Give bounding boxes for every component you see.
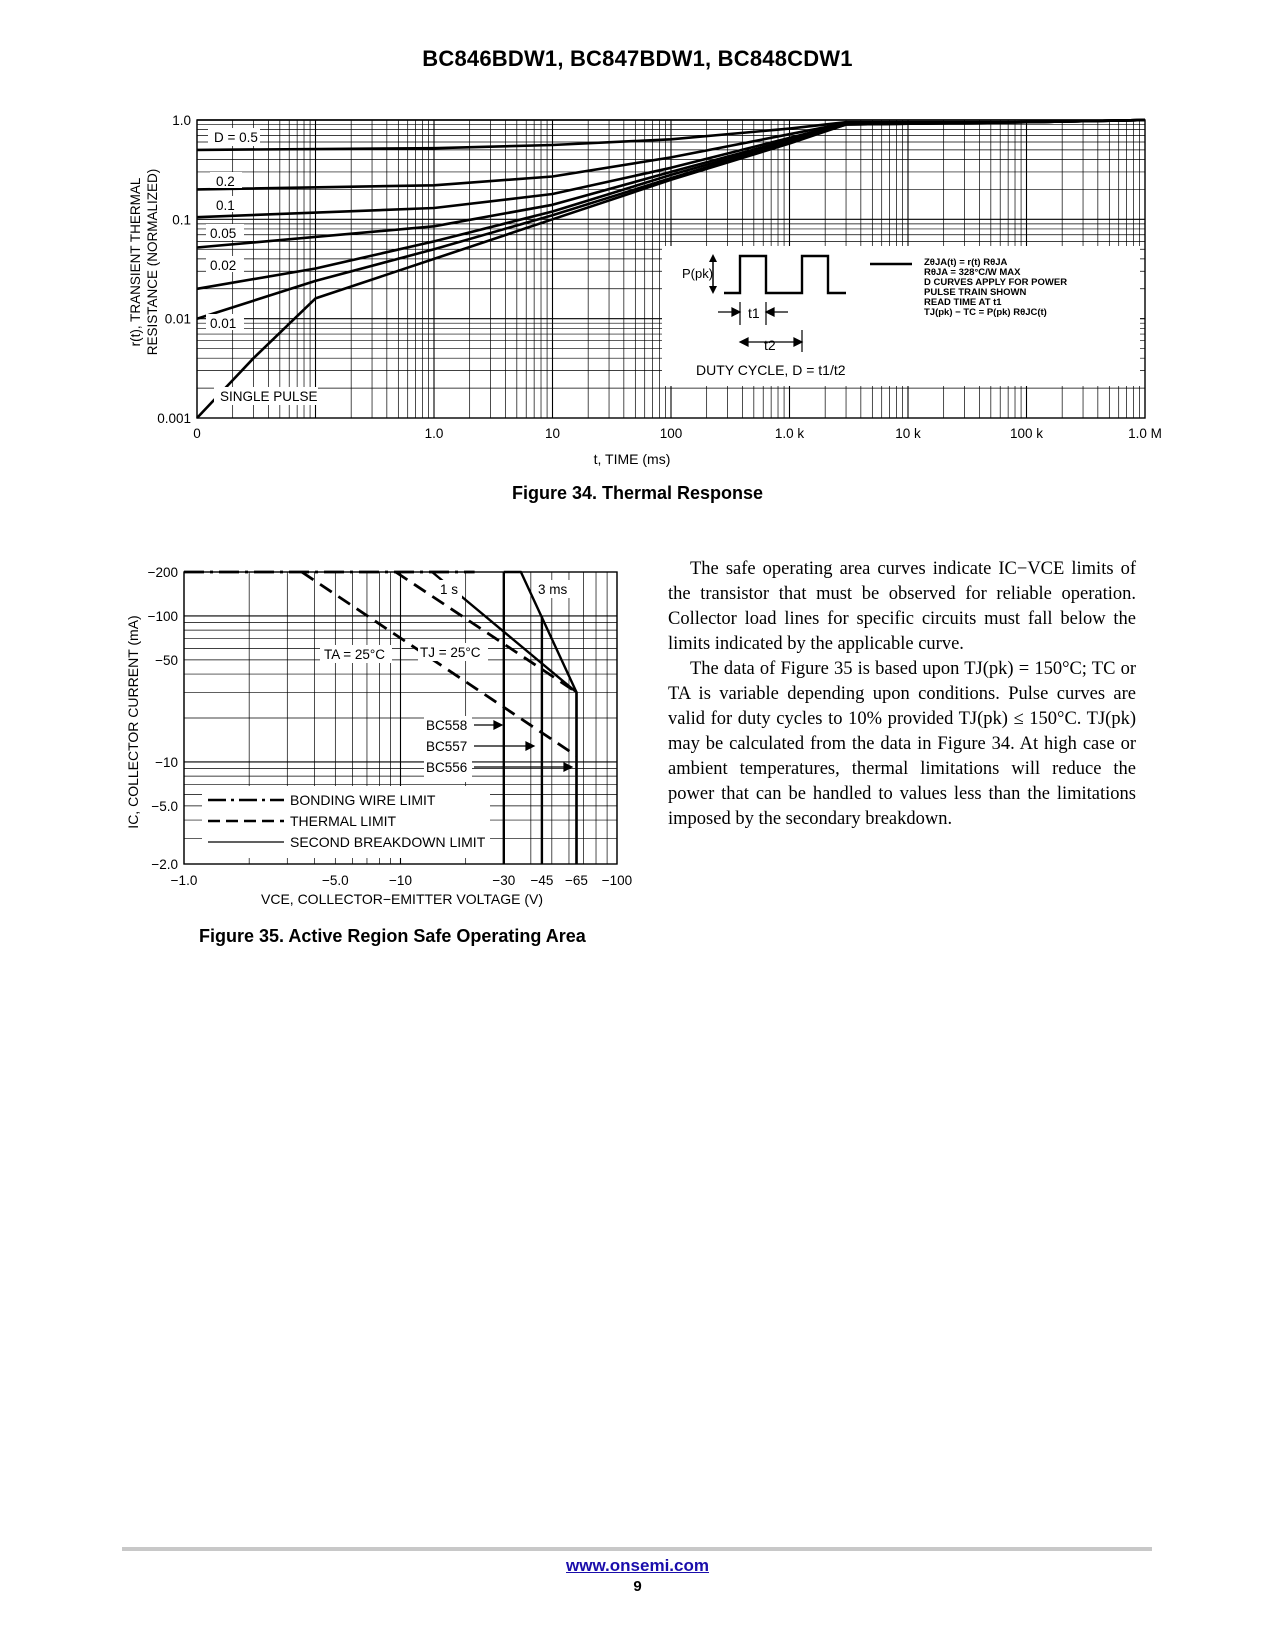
page-number: 9 [633, 1578, 642, 1595]
one-second-label: 1 s [440, 582, 459, 597]
x-axis-label: t, TIME (ms) [593, 451, 671, 467]
curve-label: 0.01 [210, 316, 237, 331]
x-tick-label: 1.0 k [774, 426, 805, 441]
body-paragraph-1: The safe operating area curves indicate IC−VCE limits of the transistor that must be observed for reliable operation. Collector load lines for specific circuits must fall below the limits indicated by the applicable curve. [668, 559, 1136, 654]
curve-label: D = 0.5 [214, 130, 258, 145]
y-tick-label: −10 [155, 754, 178, 770]
thermal-response-chart [0, 95, 1275, 470]
duty-cycle-label: DUTY CYCLE, D = t1/t2 [696, 362, 846, 378]
bc558-label: BC558 [426, 718, 468, 733]
y-tick-label: −2.0 [151, 857, 178, 872]
inset-note-line: ZθJA(t) = r(t) RθJA [924, 257, 1008, 268]
x-tick-label: −45 [530, 873, 554, 888]
x-tick-label: −10 [389, 873, 412, 888]
curve-label: 0.1 [216, 198, 235, 213]
legend-item-second-breakdown: SECOND BREAKDOWN LIMIT [290, 834, 486, 850]
x-tick-label: 10 [544, 426, 561, 441]
legend-item-bonding: BONDING WIRE LIMIT [290, 792, 436, 808]
footer-divider [122, 1547, 1152, 1551]
x-tick-label: −1.0 [170, 873, 198, 888]
tj-label: TJ = 25°C [420, 645, 481, 660]
figure-35-caption: Figure 35. Active Region Safe Operating Area [199, 926, 586, 946]
ppk-label: P(pk) [682, 266, 714, 281]
x-tick-label: 1.0 [424, 426, 444, 441]
y-axis-label: RESISTANCE (NORMALIZED) [145, 168, 160, 356]
y-tick-label: 1.0 [172, 113, 191, 128]
inset-note-line: READ TIME AT t1 [924, 297, 1002, 308]
inset-note-line: TJ(pk) − TC = P(pk) RθJC(t) [924, 307, 1047, 318]
y-tick-label: −5.0 [151, 798, 178, 814]
bc557-label: BC557 [426, 739, 468, 754]
curve-label: 0.02 [210, 258, 237, 273]
legend-item-thermal: THERMAL LIMIT [290, 813, 397, 829]
inset-note-line: RθJA = 328°C/W MAX [924, 267, 1021, 278]
figure-34-caption: Figure 34. Thermal Response [511, 483, 764, 503]
x-tick-label: −30 [492, 873, 516, 888]
three-ms-label: 3 ms [538, 582, 568, 597]
y-tick-label: −200 [147, 565, 178, 580]
x-tick-label: 1.0 M [1128, 426, 1162, 441]
y-axis-label: r(t), TRANSIENT THERMAL [128, 177, 143, 347]
x-tick-label: −100 [601, 873, 633, 888]
ta-label: TA = 25°C [324, 647, 386, 662]
t2-label: t2 [764, 337, 776, 353]
y-tick-label: 0.01 [164, 311, 191, 327]
y-tick-label: −50 [155, 652, 178, 668]
x-tick-label: 10 k [895, 426, 921, 441]
y-tick-label: 0.001 [157, 411, 191, 426]
inset-note-line: D CURVES APPLY FOR POWER [924, 277, 1068, 288]
y-tick-label: 0.1 [172, 212, 191, 228]
safe-operating-area-chart [0, 555, 660, 925]
x-tick-label: 0 [193, 426, 201, 441]
page-title: BC846BDW1, BC847BDW1, BC848CDW1 [422, 46, 853, 71]
inset-note-line: PULSE TRAIN SHOWN [924, 287, 1027, 298]
x-tick-label: 100 k [1009, 426, 1044, 441]
y-axis-label: IC, COLLECTOR CURRENT (mA) [125, 615, 141, 829]
website-link[interactable]: www.onsemi.com [566, 1556, 709, 1575]
body-paragraph-2: The data of Figure 35 is based upon TJ(pk) = 150°C; TC or TA is variable depending upon conditions. Pulse curves are valid for duty cycles to 10% provided TJ(pk) ≤ 150°C. TJ(pk) may be calculated from the data in Figure 34. At high case or ambient temperatures, thermal limitations will reduce the power that can be handled to values less than the limitations imposed by the secondary breakdown. [668, 659, 1136, 829]
x-tick-label: 100 [659, 426, 683, 441]
x-tick-label: −65 [565, 873, 588, 888]
t1-label: t1 [748, 305, 760, 321]
curve-label: SINGLE PULSE [220, 389, 318, 404]
x-axis-label: VCE, COLLECTOR−EMITTER VOLTAGE (V) [261, 891, 543, 907]
y-tick-label: −100 [147, 608, 178, 624]
bc556-label: BC556 [426, 760, 468, 775]
curve-label: 0.05 [210, 226, 237, 241]
curve-label: 0.2 [216, 174, 235, 189]
x-tick-label: −5.0 [321, 873, 349, 888]
